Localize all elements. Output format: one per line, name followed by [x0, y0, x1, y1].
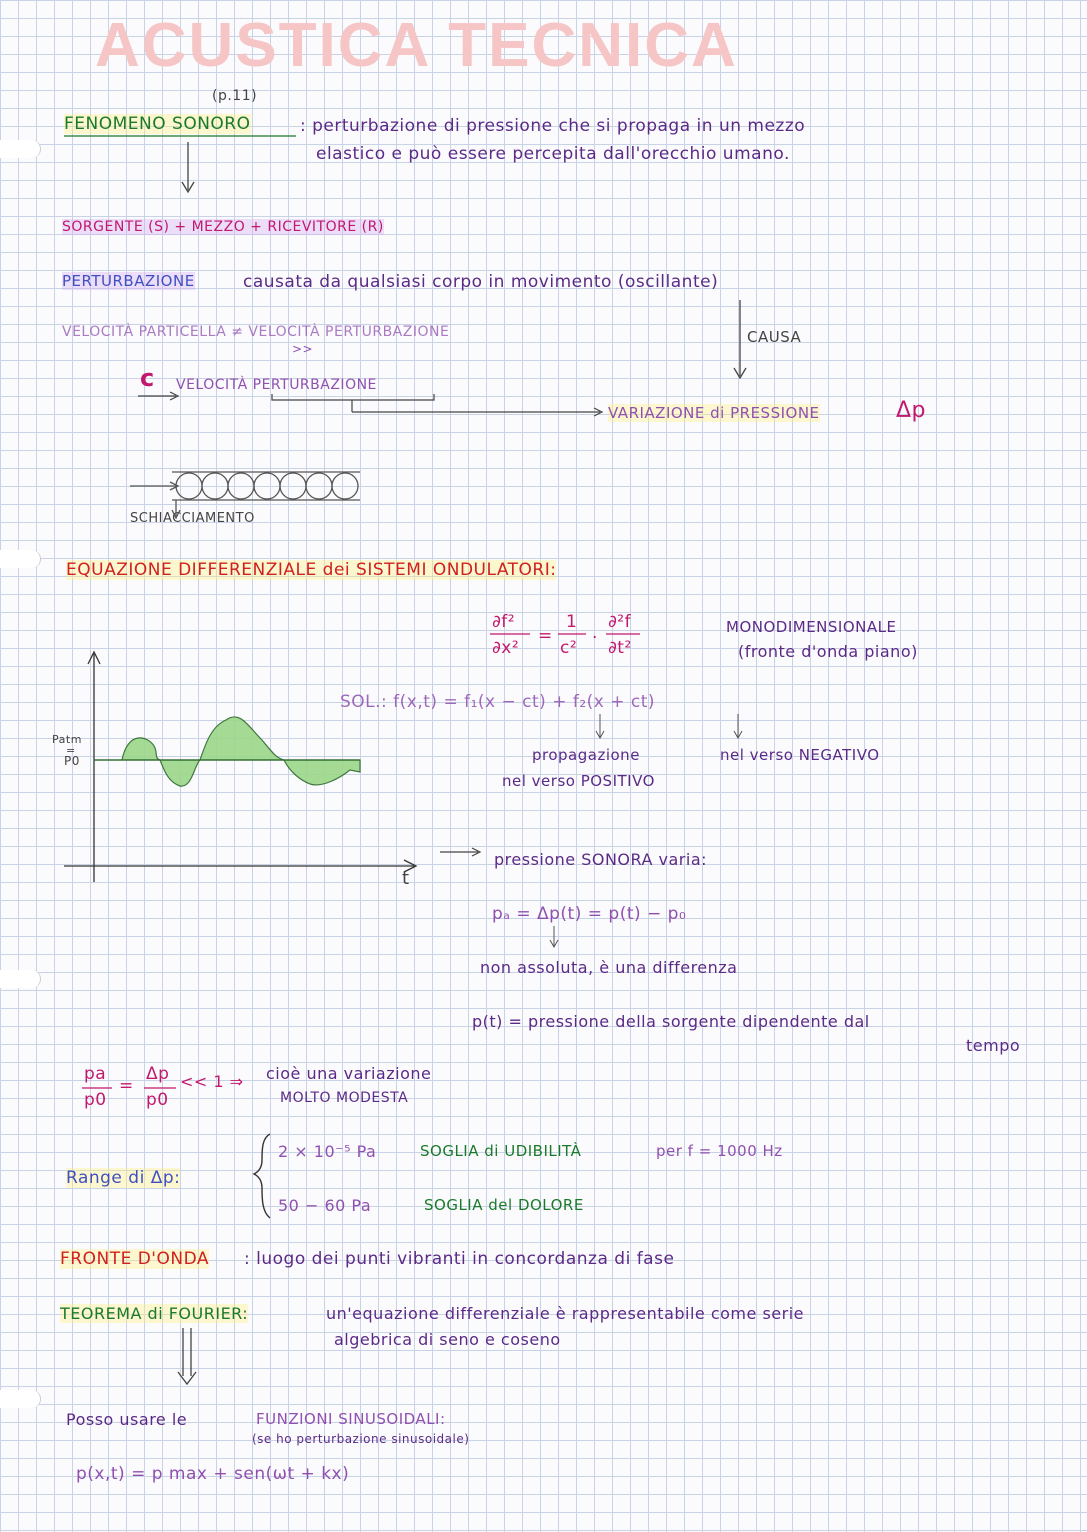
causa-arrow-icon: [734, 300, 746, 378]
particle-circles: [130, 472, 360, 518]
sorgente-line: SORGENTE (S) + MEZZO + RICEVITORE (R): [62, 219, 384, 235]
perturbazione-text: causata da qualsiasi corpo in movimento (oscillante): [243, 272, 719, 292]
ratio-den-left: p0: [84, 1090, 107, 1110]
c-letter: c: [140, 364, 155, 392]
fronte-onda-text: : luogo dei punti vibranti in concordanza di fase: [244, 1249, 675, 1269]
formula-num-right: ∂²f: [608, 612, 632, 632]
formula-den-mid: c²: [560, 638, 578, 658]
verso-positivo: nel verso POSITIVO: [502, 772, 655, 790]
range-value-1: 2 × 10⁻⁵ Pa: [278, 1142, 377, 1161]
perturbazione-sinusoidale: (se ho perturbazione sinusoidale): [252, 1432, 470, 1446]
fourier-text-1: un'equazione differenziale è rappresentabile come serie: [326, 1304, 804, 1323]
much-greater-sign: >>: [292, 342, 314, 356]
equazione-label: EQUAZIONE DIFFERENZIALE dei SISTEMI ONDULATORI:: [66, 560, 557, 580]
fraction-bars: [82, 634, 640, 1088]
causa-label: CAUSA: [747, 328, 802, 346]
formula-dot: ·: [592, 628, 598, 648]
tempo: tempo: [966, 1036, 1021, 1055]
soglia-frequenza: per f = 1000 Hz: [656, 1142, 783, 1160]
ratio-equals: =: [119, 1076, 134, 1096]
pressione-arrow-icon: [440, 848, 480, 856]
range-label: Range di Δp:: [66, 1168, 181, 1188]
y-label-p0: P0: [64, 754, 80, 768]
ratio-den-right: p0: [146, 1090, 169, 1110]
formula-num-mid: 1: [566, 612, 578, 632]
p-formula-sinusoidale: p(x,t) = p max + sen(ωt + kx): [76, 1464, 350, 1484]
fenomeno-label: FENOMENO SONORO: [64, 114, 251, 134]
down-arrow-icon: [182, 142, 194, 192]
schiacciamento-label: SCHIACCIAMENTO: [130, 511, 255, 526]
pressure-graph: [64, 652, 416, 882]
formula-equals: =: [538, 626, 553, 646]
propagazione-label: propagazione: [532, 746, 640, 764]
variazione-note: cioè una variazione: [266, 1064, 432, 1083]
page-reference: (p.11): [212, 88, 258, 104]
page-title: ACUSTICA TECNICA: [95, 11, 738, 80]
velocita-perturbazione: VELOCITÀ PERTURBAZIONE: [176, 377, 377, 393]
formula-den-right: ∂t²: [608, 638, 632, 658]
molto-modesta: MOLTO MODESTA: [280, 1090, 409, 1106]
velocita-line: VELOCITÀ PARTICELLA ≠ VELOCITÀ PERTURBAZIONE: [62, 324, 450, 340]
pressure-wave: [94, 717, 360, 786]
monodimensionale: MONODIMENSIONALE: [726, 618, 897, 636]
verso-negativo: nel verso NEGATIVO: [720, 746, 880, 764]
formula-den-left: ∂x²: [492, 638, 520, 658]
fronte-onda-label: FRONTE D'ONDA: [60, 1249, 209, 1269]
pressione-formula: pₐ = Δp(t) = p(t) − p₀: [492, 904, 687, 924]
perturbazione-label: PERTURBAZIONE: [62, 272, 195, 290]
soluzione: SOL.: f(x,t) = f₁(x − ct) + f₂(x + ct): [340, 692, 656, 712]
soglia-udibilita: SOGLIA di UDIBILITÀ: [420, 1142, 582, 1160]
fenomeno-text-2: elastico e può essere percepita dall'orecchio umano.: [316, 144, 790, 164]
fourier-text-2: algebrica di seno e coseno: [334, 1330, 561, 1349]
formula-num-left: ∂f²: [492, 612, 516, 632]
soglia-dolore: SOGLIA del DOLORE: [424, 1196, 584, 1214]
implies-arrow-icon: [178, 1328, 196, 1384]
c-arrow-icon: [138, 392, 178, 400]
fronte-piano: (fronte d'onda piano): [738, 642, 918, 661]
ratio-much-less: << 1 ⇒: [180, 1072, 244, 1091]
funzioni-sinusoidali: FUNZIONI SINUSOIDALI:: [256, 1410, 446, 1428]
fenomeno-text-1: : perturbazione di pressione che si propaga in un mezzo: [300, 116, 806, 136]
sol-arrows-icon: [550, 714, 742, 947]
ratio-num-left: pa: [84, 1064, 107, 1084]
range-value-2: 50 − 60 Pa: [278, 1196, 372, 1215]
y-label-eq: =: [66, 744, 76, 757]
ratio-num-right: Δp: [146, 1064, 170, 1084]
range-brace: [254, 1134, 270, 1218]
pressione-sonora: pressione SONORA varia:: [494, 850, 708, 869]
y-label-patm: Patm: [52, 733, 82, 746]
x-label-t: t: [402, 868, 410, 889]
variazione-pressione: VARIAZIONE di PRESSIONE: [608, 404, 820, 422]
delta-p: Δp: [896, 398, 927, 423]
bracket-arrow-icon: [272, 394, 602, 416]
posso-usare: Posso usare le: [66, 1410, 188, 1429]
fourier-label: TEOREMA di FOURIER:: [60, 1304, 249, 1323]
p-t-definizione: p(t) = pressione della sorgente dipendente dal: [472, 1012, 870, 1031]
non-assoluta: non assoluta, è una differenza: [480, 958, 738, 977]
